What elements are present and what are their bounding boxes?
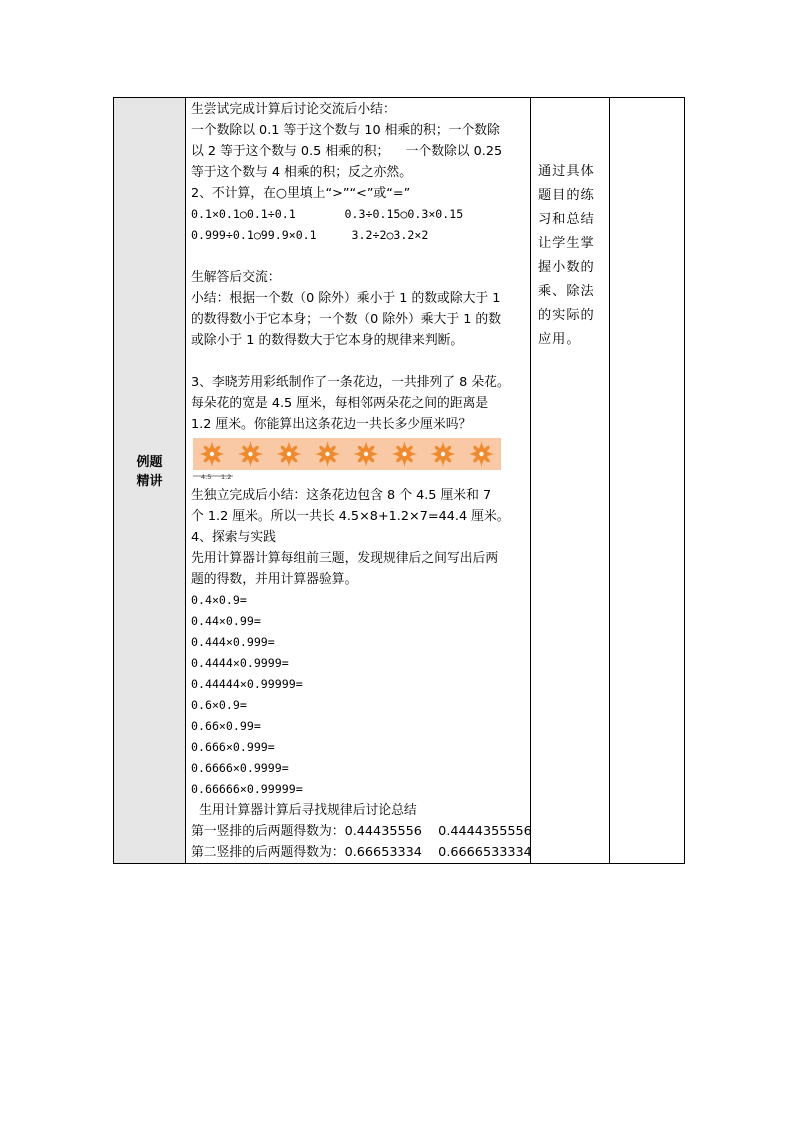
flower-border-image bbox=[193, 438, 501, 480]
section-label-cell bbox=[114, 98, 186, 864]
spacer bbox=[191, 351, 526, 372]
exercise-line: 0.4×0.9= bbox=[191, 593, 247, 607]
measure-label-flower-width: 4.5 bbox=[201, 473, 212, 480]
content-line: 4、探索与实践 bbox=[191, 530, 276, 545]
content-line: 先用计算器计算每组前三题，发现规律后之间写出后两 bbox=[191, 551, 499, 566]
content-line: 的数得数小于它本身；一个数（0 除外）乘大于 1 的数 bbox=[191, 312, 502, 327]
content-line: 生尝试完成计算后讨论交流后小结： bbox=[191, 102, 396, 117]
exercise-line: 0.4444×0.9999= bbox=[191, 656, 289, 670]
teaching-content bbox=[186, 98, 530, 863]
comparison-line: 0.999÷0.1○99.9×0.1 3.2÷2○3.2×2 bbox=[191, 228, 429, 242]
exercise-line: 0.6×0.9= bbox=[191, 698, 247, 712]
lesson-plan-table bbox=[113, 97, 685, 864]
content-line: 题的得数，并用计算器验算。 bbox=[191, 572, 358, 587]
measure-label-gap: 1.2 bbox=[221, 473, 232, 480]
exercise-line: 0.6666×0.9999= bbox=[191, 761, 289, 775]
content-line: 个 1.2 厘米。所以一共长 4.5×8+1.2×7=44.4 厘米。 bbox=[191, 509, 510, 524]
section-label-line: 例题 bbox=[136, 454, 163, 470]
comparison-line: 0.1×0.1○0.1÷0.1 0.3÷0.15○0.3×0.15 bbox=[191, 207, 464, 221]
teaching-content-cell bbox=[186, 98, 531, 864]
exercise-line: 0.66×0.99= bbox=[191, 719, 261, 733]
spacer bbox=[191, 246, 526, 267]
content-line: 或除小于 1 的数得数大于它本身的规律来判断。 bbox=[191, 333, 464, 348]
content-line: 生独立完成后小结：这条花边包含 8 个 4.5 厘米和 7 bbox=[191, 488, 492, 503]
design-intent-text: 通过具体题目的练习和总结让学生掌握小数的乘、除法的实际的应用。 bbox=[538, 164, 595, 347]
content-line: 3、李晓芳用彩纸制作了一条花边，一共排列了 8 朵花。 bbox=[191, 375, 510, 390]
design-intent-cell bbox=[531, 98, 610, 864]
exercise-line: 0.44×0.99= bbox=[191, 614, 261, 628]
content-line: 一个数除以 0.1 等于这个数与 10 相乘的积；一个数除 bbox=[191, 123, 500, 138]
content-line: 1.2 厘米。你能算出这条花边一共长多少厘米吗？ bbox=[191, 417, 472, 432]
content-line: 生解答后交流： bbox=[191, 270, 281, 285]
answer-line: 第二竖排的后两题得数为：0.66653334 0.6666533334 bbox=[191, 845, 532, 860]
content-line: 生用计算器计算后寻找规律后讨论总结 bbox=[191, 803, 417, 818]
flower-border-figure bbox=[193, 438, 501, 480]
table-row bbox=[114, 98, 685, 864]
empty-cell bbox=[610, 98, 685, 864]
content-line: 每朵花的宽是 4.5 厘米，每相邻两朵花之间的距离是 bbox=[191, 396, 489, 411]
exercise-line: 0.666×0.999= bbox=[191, 740, 275, 754]
content-line: 以 2 等于这个数与 0.5 相乘的积； 一个数除以 0.25 bbox=[191, 144, 503, 159]
answer-line: 第一竖排的后两题得数为：0.44435556 0.4444355556 bbox=[191, 824, 532, 839]
content-line: 小结：根据一个数（0 除外）乘小于 1 的数或除大于 1 bbox=[191, 291, 501, 306]
exercise-line: 0.66666×0.99999= bbox=[191, 782, 303, 796]
exercise-line: 0.444×0.999= bbox=[191, 635, 275, 649]
section-label-line: 精讲 bbox=[136, 473, 163, 489]
exercise-line: 0.44444×0.99999= bbox=[191, 677, 303, 691]
content-line: 2、不计算，在○里填上“>”“<”或“=” bbox=[191, 186, 411, 201]
content-line: 等于这个数与 4 相乘的积；反之亦然。 bbox=[191, 165, 413, 180]
section-label bbox=[114, 453, 185, 491]
